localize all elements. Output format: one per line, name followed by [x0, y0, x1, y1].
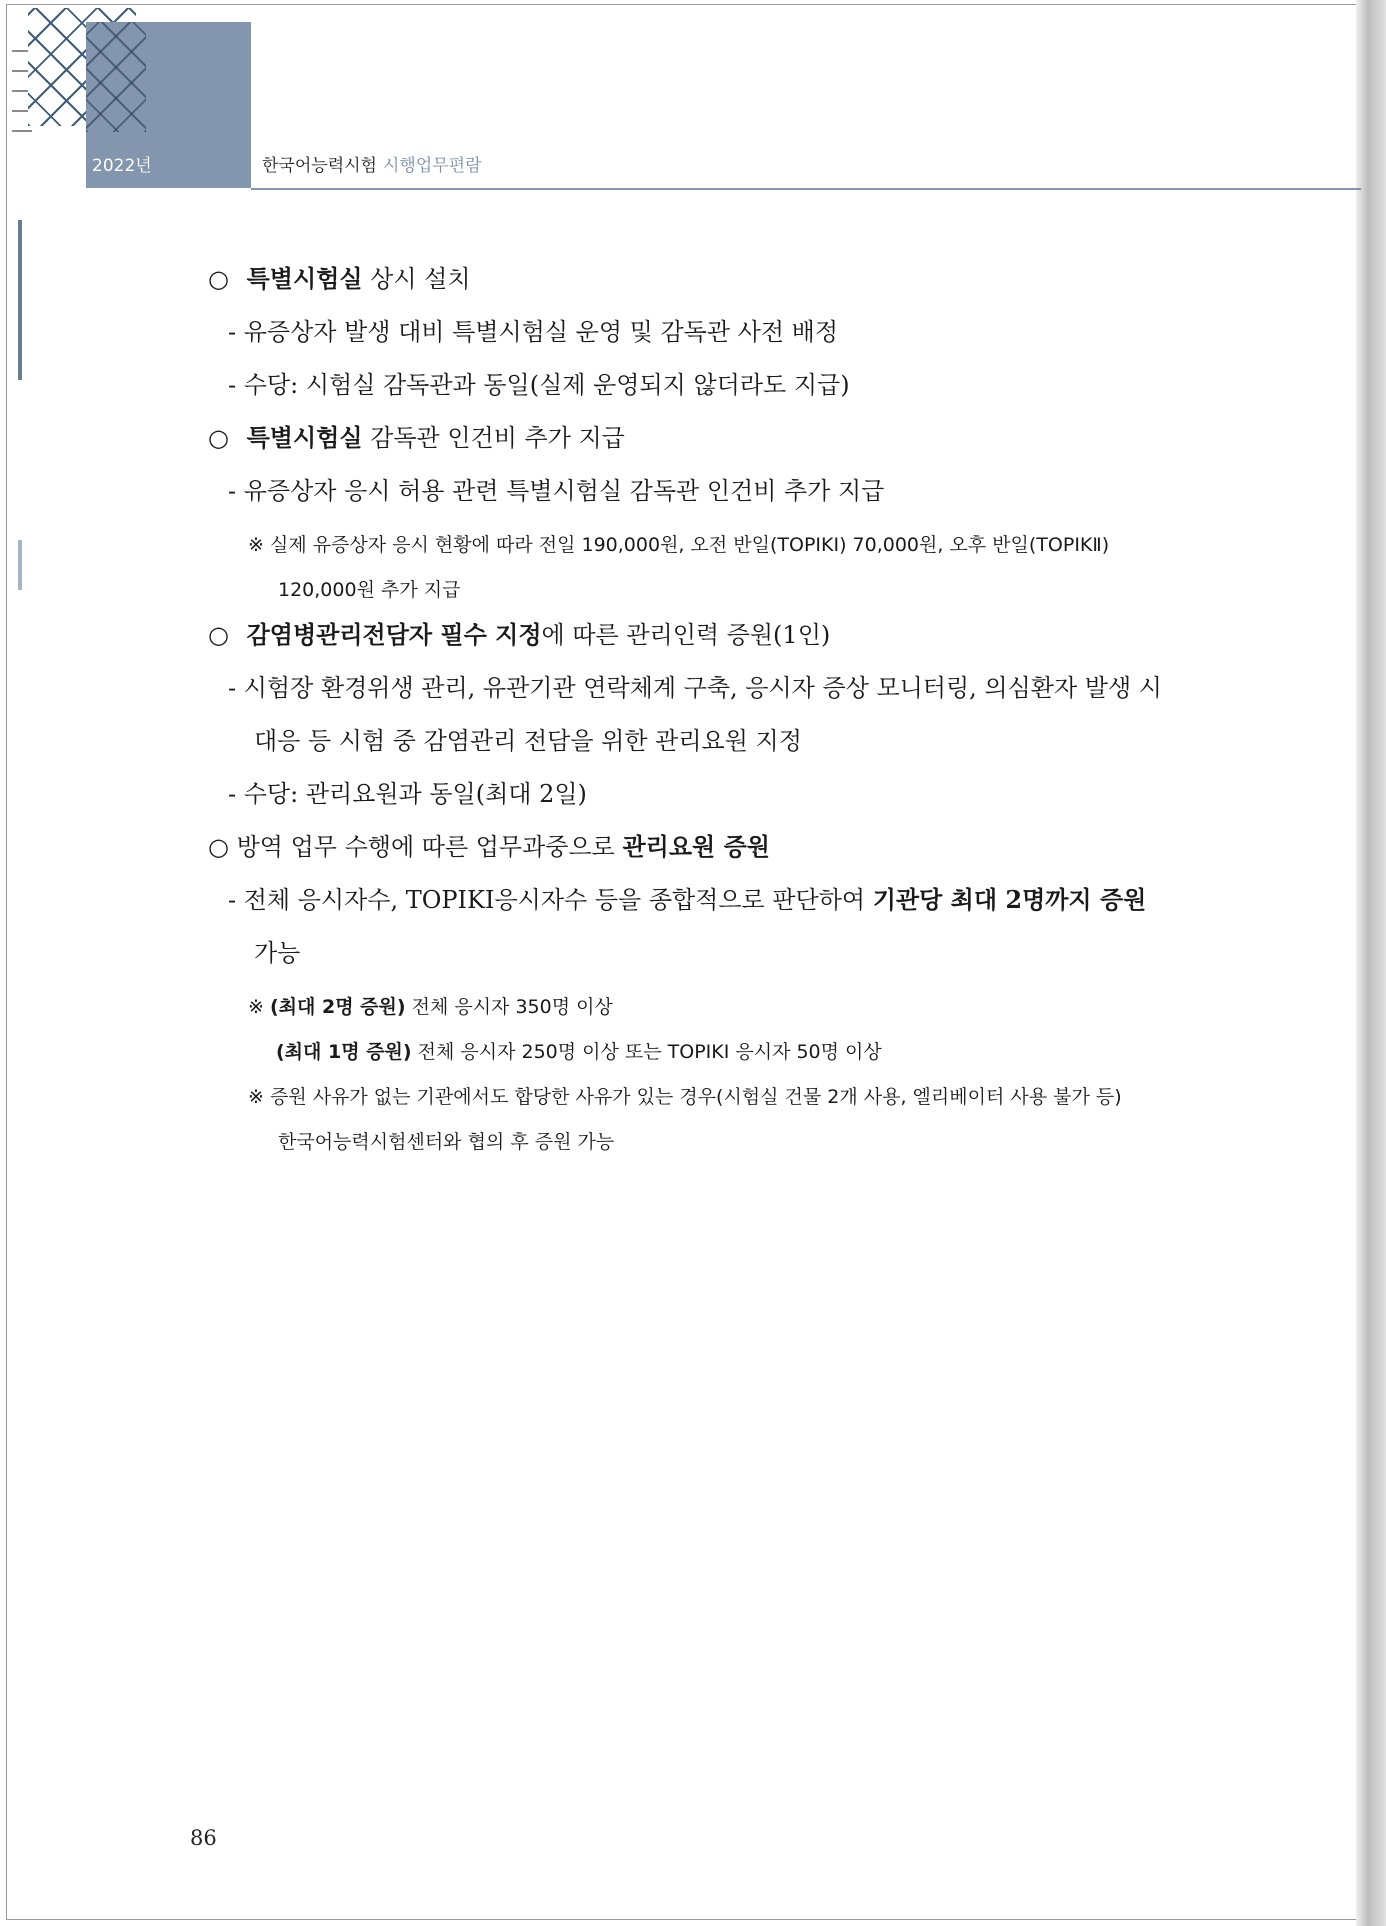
bold-text: (최대 1명 증원) — [276, 1041, 412, 1063]
bullet-special-room — [208, 264, 471, 294]
bullet-supervisor-cost — [208, 423, 625, 453]
dash-item: - 시험장 환경위생 관리, 유관기관 연락체계 구축, 응시자 증상 모니터링, 의심환자 발생 시 — [228, 674, 1162, 702]
header-title-sub: 시행업무편람 — [382, 156, 482, 176]
text: 에 따른 관리인력 증원(1인) — [541, 621, 831, 649]
bullet-mark: ○ — [208, 833, 229, 861]
note-item — [248, 992, 613, 1022]
text: 전체 응시자 250명 이상 또는 TOPIKⅠ 응시자 50명 이상 — [411, 1041, 882, 1063]
dash-item: - 수당: 관리요원과 동일(최대 2일) — [228, 780, 587, 808]
bold-text: 특별시험실 — [246, 423, 363, 452]
header-rule — [251, 188, 1361, 190]
dash-item — [228, 885, 1146, 915]
dash-continuation: 대응 등 시험 중 감염관리 전담을 위한 관리요원 지정 — [254, 727, 802, 755]
header-title-main: 한국어능력시험 — [262, 156, 377, 176]
page-number: 86 — [190, 1826, 217, 1850]
bold-text: (최대 2명 증원) — [269, 996, 406, 1018]
note-item: ※ 증원 사유가 없는 기관에서도 합당한 사유가 있는 경우(시험실 건물 2개 사용, 엘리베이터 사용 불가 등) — [248, 1086, 1122, 1108]
dash-item: - 수당: 시험실 감독관과 동일(실제 운영되지 않더라도 지급) — [228, 371, 850, 399]
text: 감독관 인건비 추가 지급 — [362, 424, 625, 452]
bullet-staff-increase — [208, 832, 770, 862]
binding-spine — [8, 10, 30, 1910]
bullet-mark: ○ — [208, 621, 229, 649]
dash-continuation: 가능 — [254, 939, 301, 967]
header-year: 2022년 — [92, 156, 152, 176]
text: - 전체 응시자수, TOPIKⅠ응시자수 등을 종합적으로 판단하여 — [228, 886, 873, 914]
note-item: ※ 실제 유증상자 응시 현황에 따라 전일 190,000원, 오전 반일(TOPIKⅠ) 70,000원, 오후 반일(TOPIKⅡ) — [248, 534, 1110, 556]
bullet-infection-manager — [208, 620, 830, 650]
bold-text: 감염병관리전담자 필수 지정 — [246, 620, 542, 649]
dash-item: - 유증상자 발생 대비 특별시험실 운영 및 감독관 사전 배정 — [228, 318, 838, 346]
text: 방역 업무 수행에 따른 업무과중으로 — [228, 833, 623, 861]
note-continuation: 한국어능력시험센터와 협의 후 증원 가능 — [278, 1131, 615, 1153]
text: 상시 설치 — [362, 265, 471, 293]
bold-text: 특별시험실 — [246, 264, 363, 293]
text: 전체 응시자 350명 이상 — [405, 996, 613, 1018]
bullet-mark: ○ — [208, 265, 229, 293]
note-mark: ※ — [248, 996, 270, 1018]
bold-text: 기관당 최대 2명까지 증원 — [872, 885, 1147, 914]
dash-item: - 유증상자 응시 허용 관련 특별시험실 감독관 인건비 추가 지급 — [228, 477, 885, 505]
header-title — [262, 151, 482, 176]
bold-text: 관리요원 증원 — [622, 832, 770, 861]
note-continuation: 120,000원 추가 지급 — [278, 579, 461, 601]
page-edge-shadow — [1356, 0, 1386, 1926]
bullet-mark: ○ — [208, 424, 229, 452]
note-continuation — [276, 1037, 882, 1067]
